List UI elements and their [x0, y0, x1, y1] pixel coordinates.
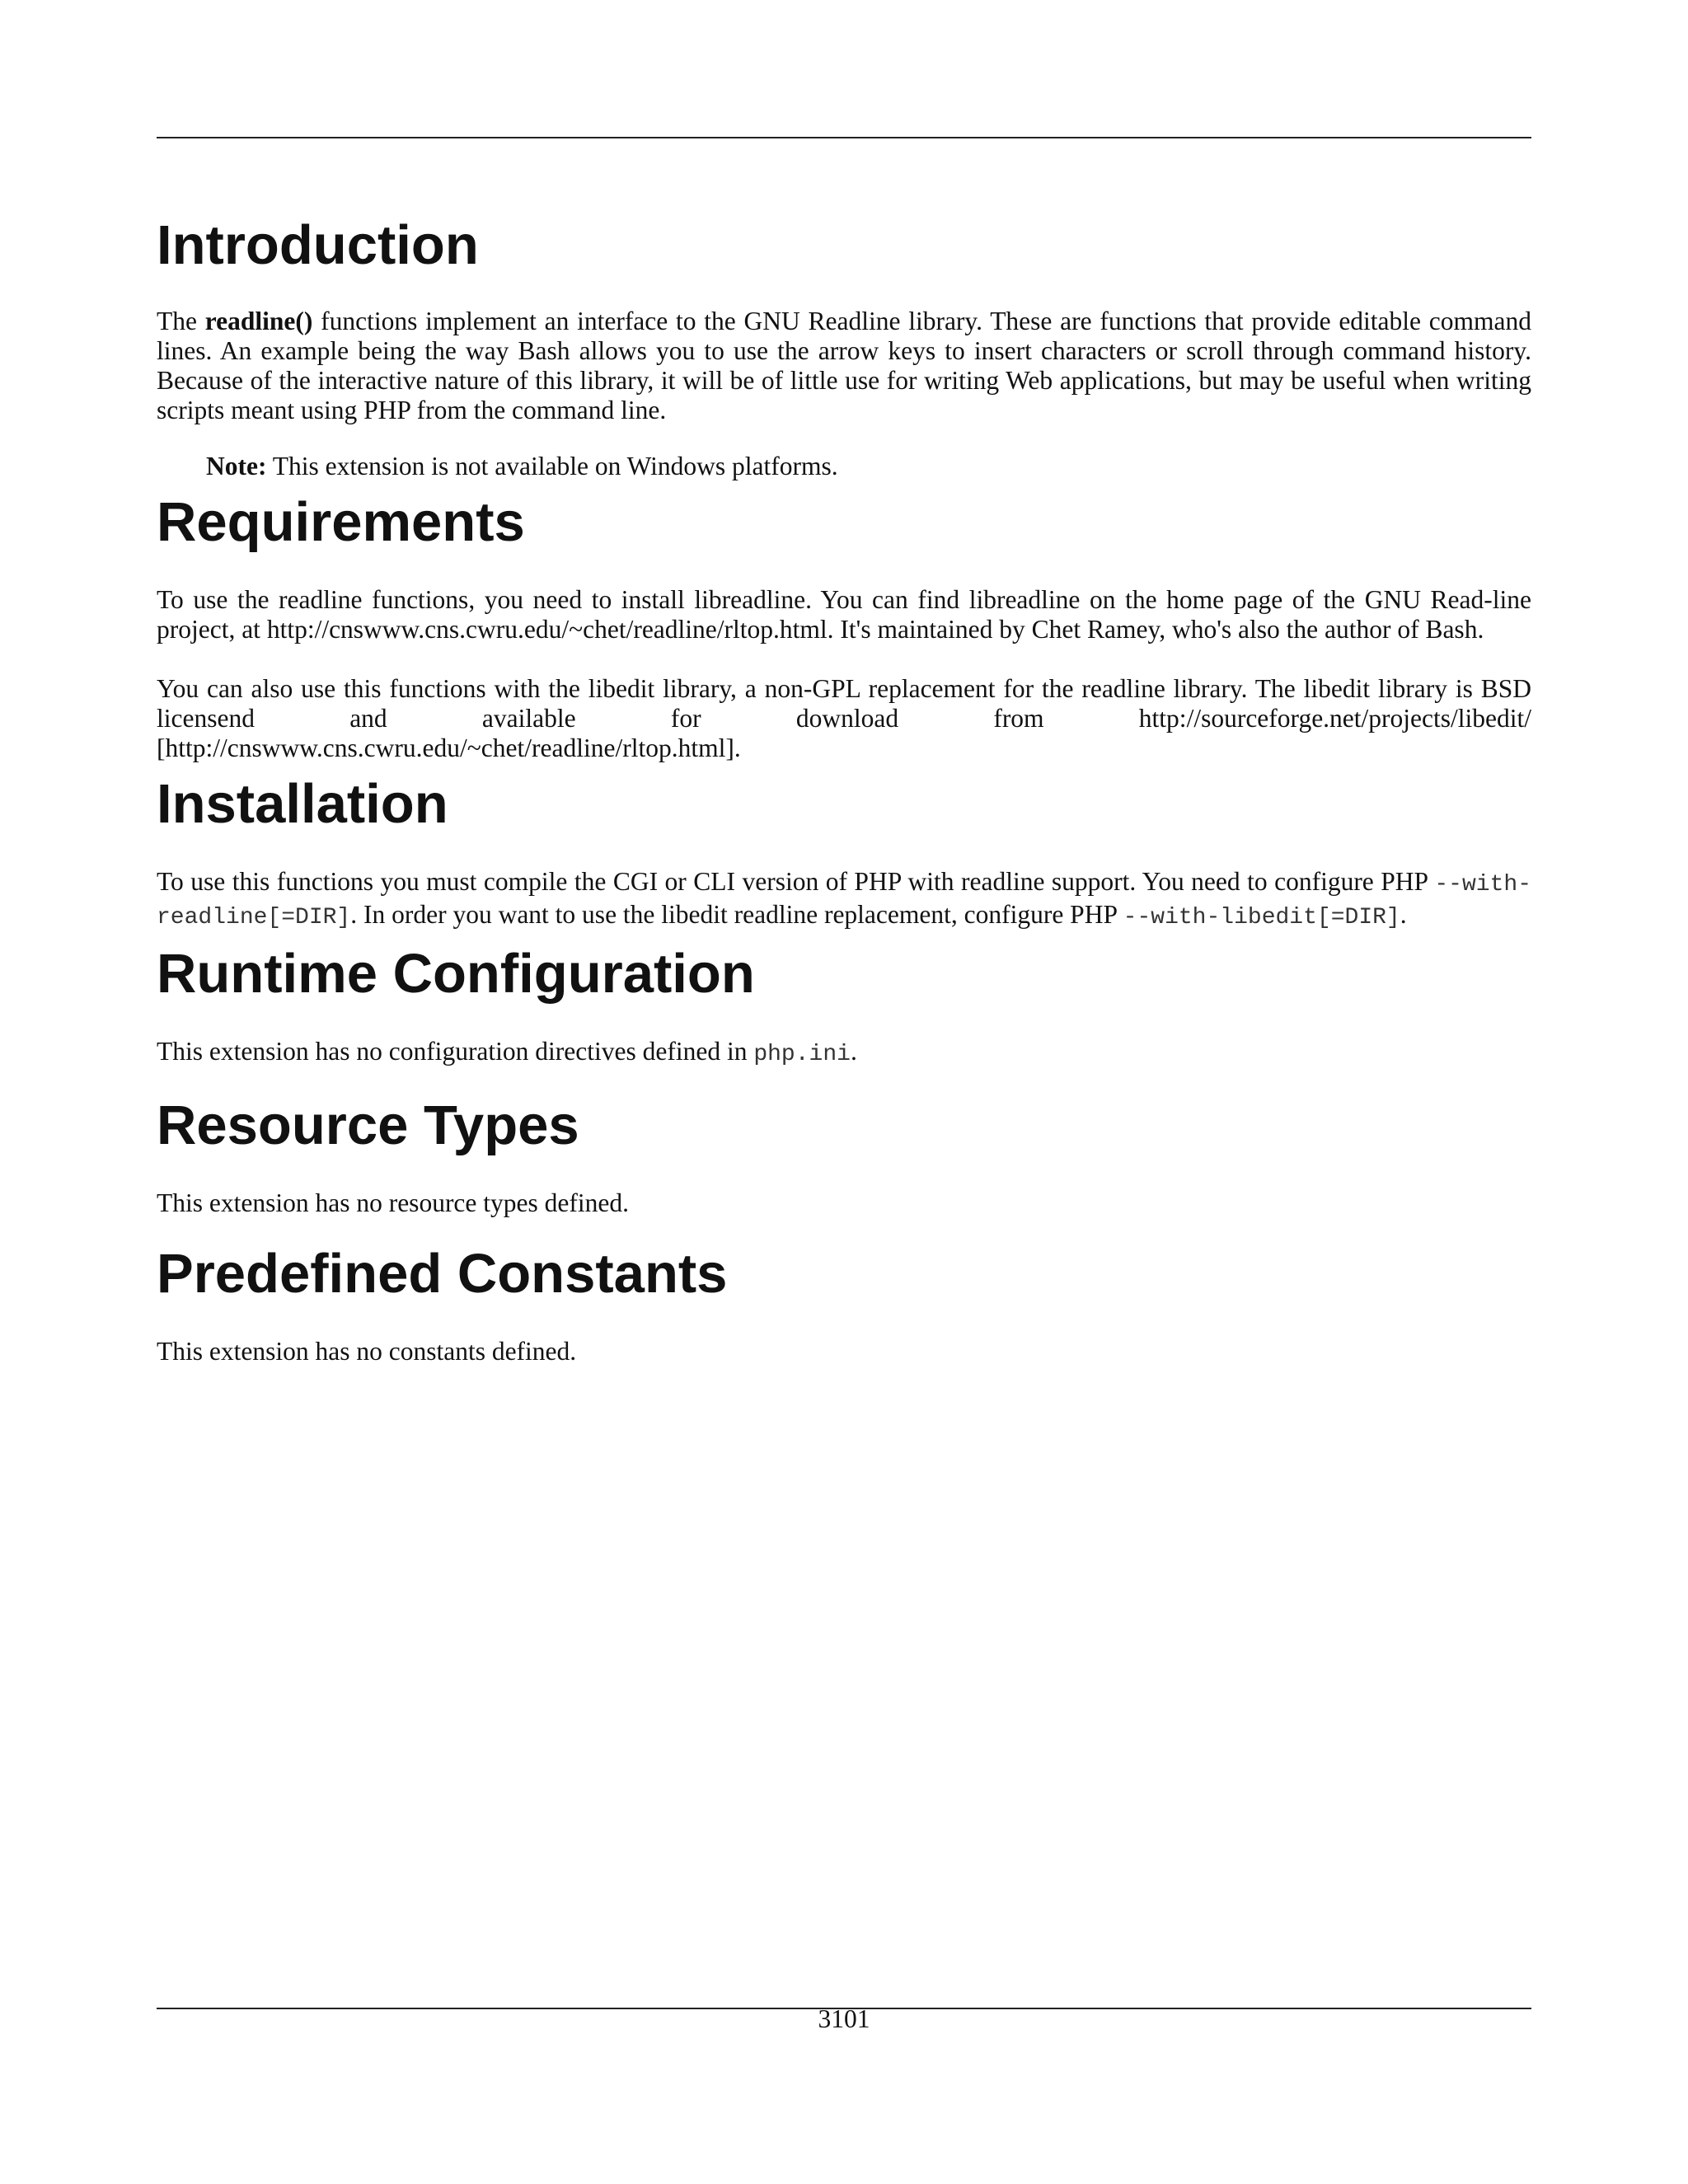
- runtime-text-start: This extension has no configuration directives defined in: [157, 1037, 754, 1066]
- header-rule: [157, 137, 1531, 138]
- runtime-text-end: .: [850, 1037, 857, 1066]
- heading-requirements: Requirements: [157, 491, 525, 553]
- requirements-paragraph-2: You can also use this functions with the libedit library, a non-GPL replacement for the readline library. The libedit library is BSD licensend and available for download from http://sourceforge.net/projects/libedit/ [http://cnswww.cns.cwru.edu/~chet/readline/rltop.html].: [157, 674, 1531, 762]
- note-label: Note:: [206, 452, 267, 480]
- resource-types-paragraph: This extension has no resource types defined.: [157, 1188, 629, 1217]
- heading-runtime-configuration: Runtime Configuration: [157, 943, 755, 1005]
- heading-resource-types: Resource Types: [157, 1094, 579, 1156]
- requirements-paragraph-1: To use the readline functions, you need to install libreadline. You can find libreadline on the home page of the GNU Read-line project, at http://cnswww.cns.cwru.edu/~chet/readline/rltop.html. It's maintained by Chet Ramey, who's also the author of Bash.: [157, 585, 1531, 644]
- heading-predefined-constants: Predefined Constants: [157, 1243, 728, 1305]
- page-number: 3101: [818, 2004, 870, 2033]
- heading-installation: Installation: [157, 773, 448, 835]
- installation-paragraph: [157, 867, 1531, 933]
- installation-text-middle: . In order you want to use the libedit readline replacement, configure PHP: [350, 900, 1123, 929]
- intro-text-start: The: [157, 307, 205, 335]
- installation-text-start: To use this functions you must compile the CGI or CLI version of PHP with readline support. You need to configure PHP: [157, 867, 1435, 896]
- runtime-configuration-paragraph: [157, 1037, 1531, 1070]
- heading-introduction: Introduction: [157, 214, 479, 276]
- predefined-constants-paragraph: This extension has no constants defined.: [157, 1337, 577, 1366]
- php-ini-filename: php.ini: [753, 1042, 851, 1067]
- note-text: This extension is not available on Windows platforms.: [266, 452, 838, 480]
- readline-config-option: --with-readline[=DIR]: [157, 872, 1531, 930]
- introduction-paragraph: [157, 307, 1531, 425]
- libedit-config-option: --with-libedit[=DIR]: [1123, 905, 1400, 930]
- page-content: [157, 213, 1531, 1366]
- intro-text-rest: functions implement an interface to the GNU Readline library. These are functions that provide editable command lines. An example being the way Bash allows you to use the arrow keys to insert characters or scroll through command history. Because of the interactive nature of this library, it will be of little use for writing Web applications, but may be useful when writing scripts meant using PHP from the command line.: [157, 307, 1531, 424]
- installation-text-end: .: [1400, 900, 1407, 929]
- readline-function-name: readline(): [204, 307, 313, 335]
- note-paragraph: [206, 452, 1531, 481]
